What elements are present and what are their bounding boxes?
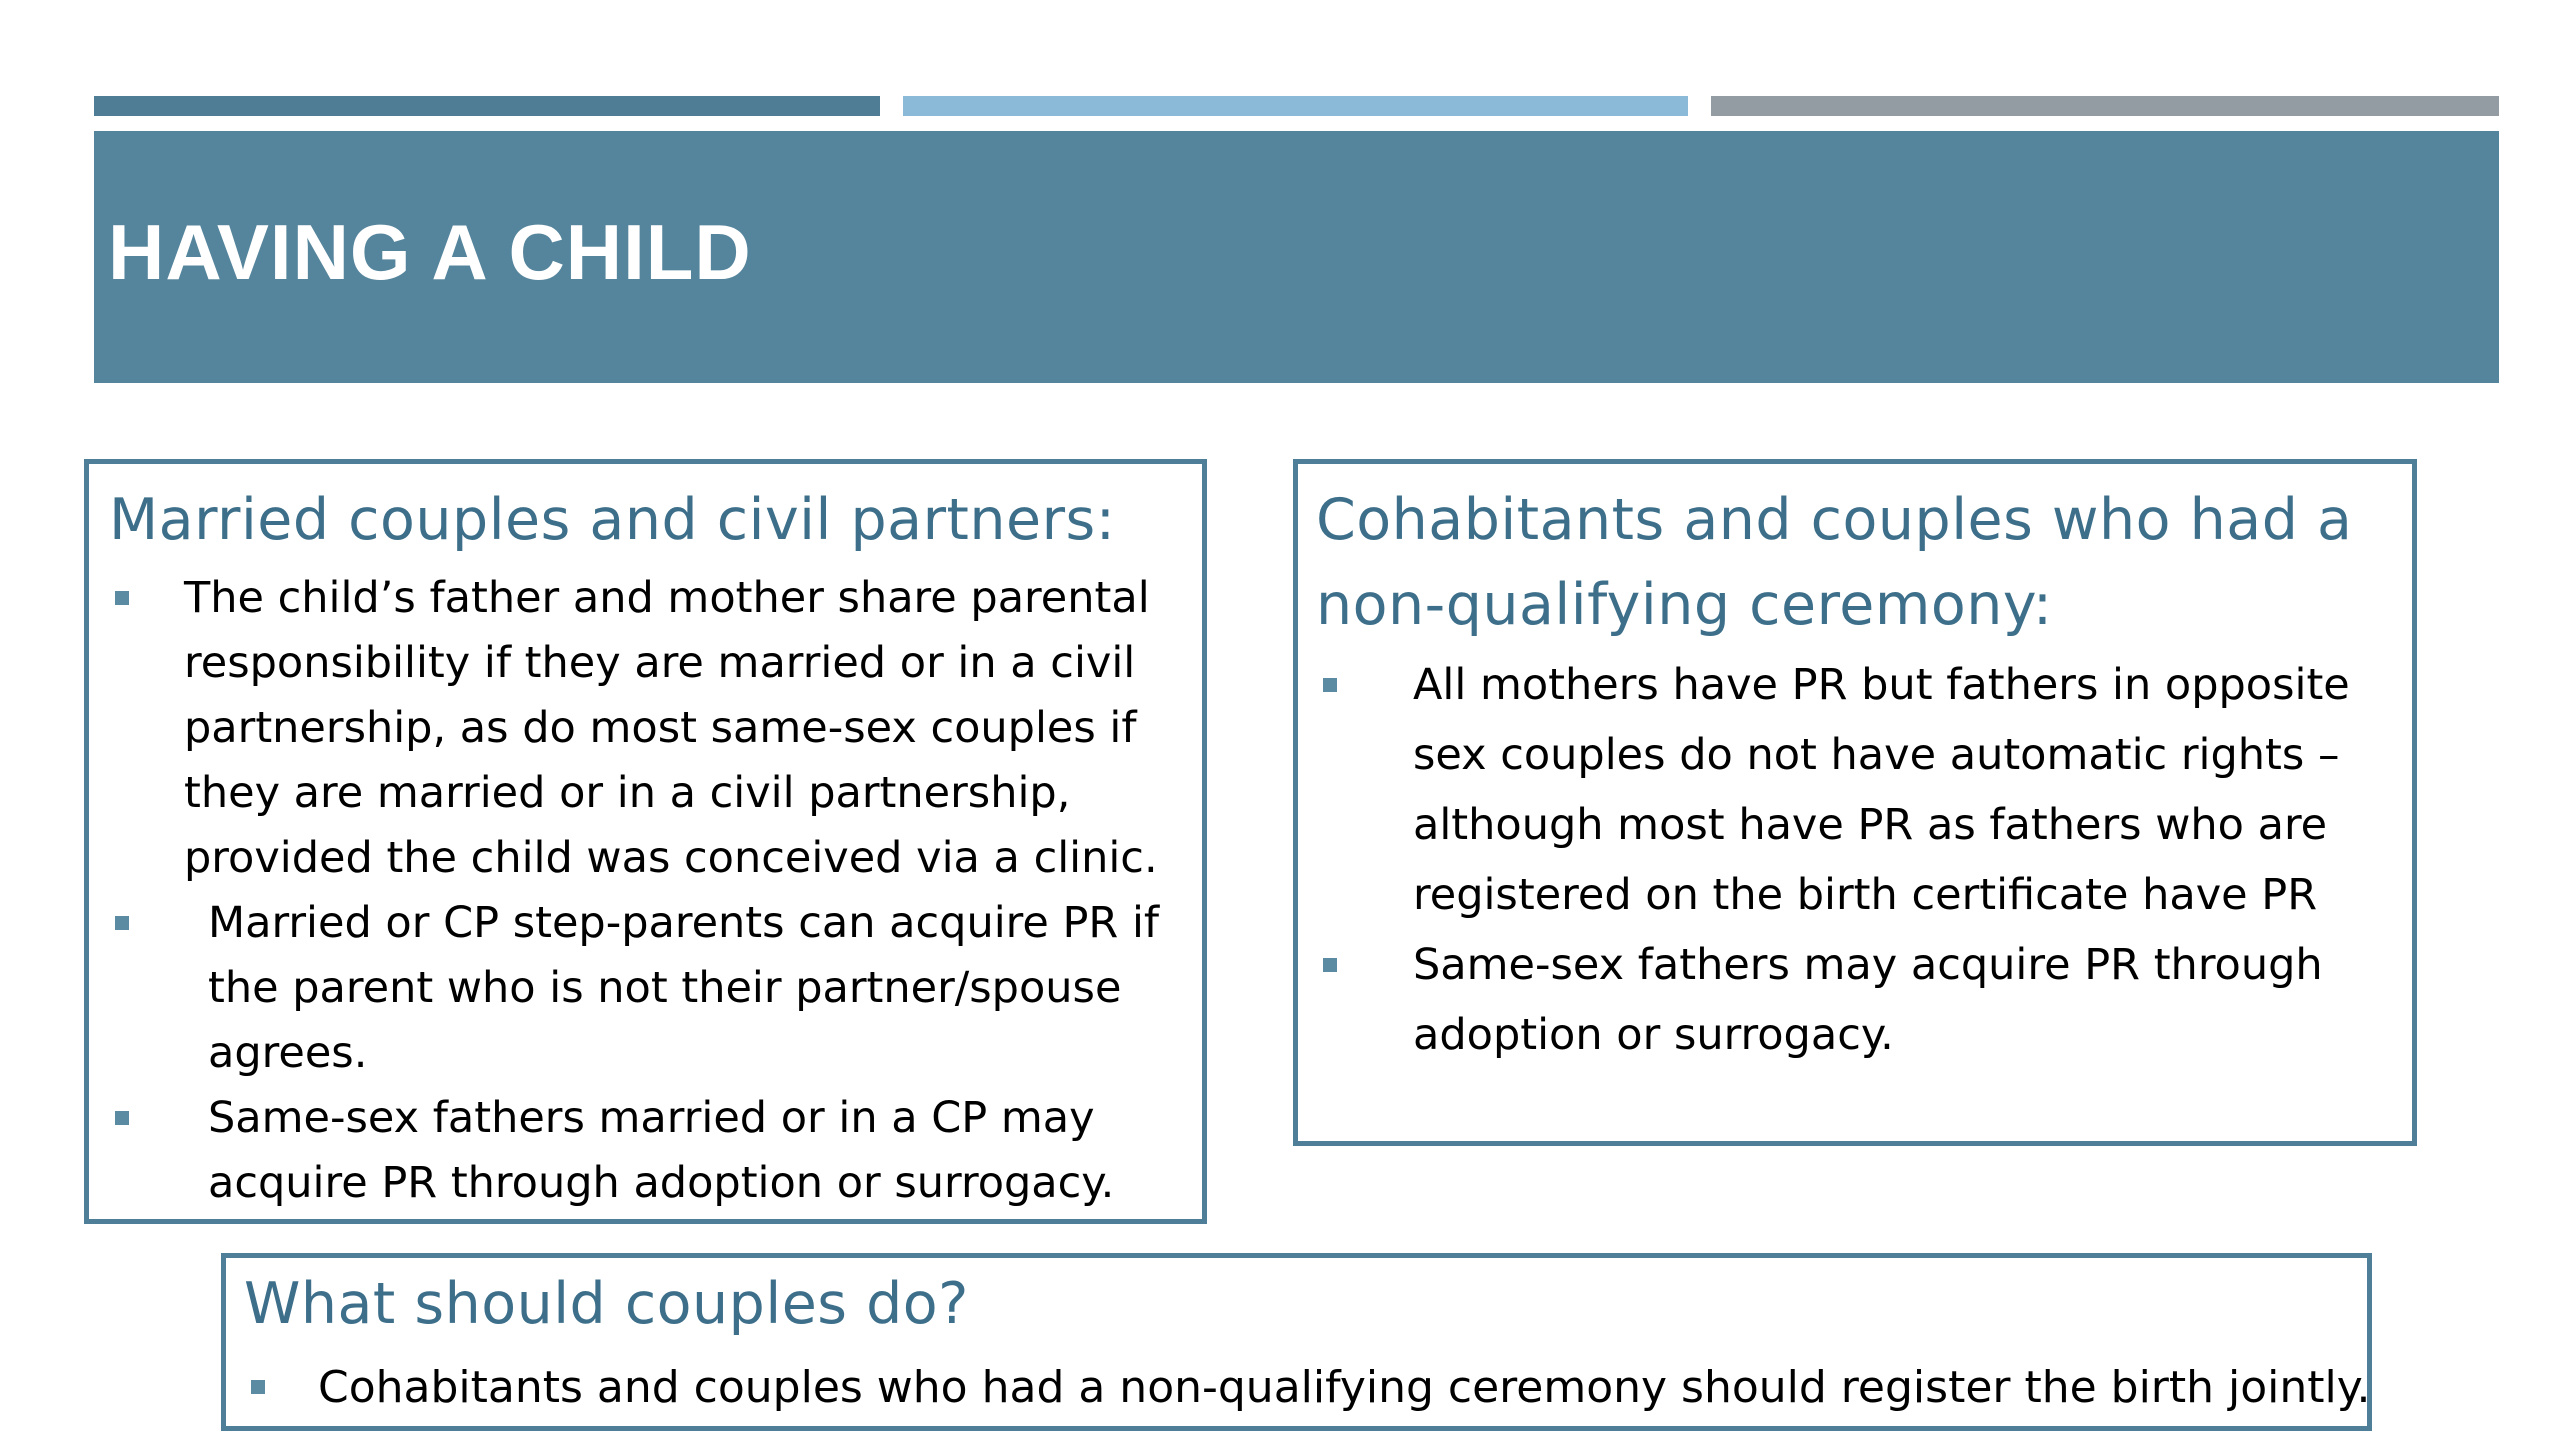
married-couples-box: [84, 459, 1207, 1224]
list-item: [89, 1086, 1199, 1216]
bullet-text: Cohabitants and couples who had a non-qualifying ceremony should register the birth jointly.: [318, 1362, 2371, 1413]
list-item: [89, 891, 1199, 1086]
square-bullet-icon: [1323, 958, 1337, 972]
square-bullet-icon: [1323, 678, 1337, 692]
bullet-text: Married or CP step-parents can acquire PR if the parent who is not their partner/spouse agrees.: [208, 898, 1160, 1078]
title-band: [94, 131, 2499, 383]
square-bullet-icon: [115, 1111, 129, 1125]
married-couples-heading: Married couples and civil partners:: [109, 487, 1116, 553]
what-should-couples-do-box: [221, 1253, 2372, 1431]
accent-bar-light-blue: [903, 96, 1688, 116]
bullet-text: The child’s father and mother share parental responsibility if they are married or in a civil partnership, as do most same-sex couples if they are married or in a civil partnership, provided the child was conceived via a clinic.: [184, 573, 1158, 883]
bullet-text: All mothers have PR but fathers in opposite sex couples do not have automatic rights – although most have PR as fathers who are registered on the birth certificate have PR: [1413, 660, 2350, 920]
list-item: [89, 566, 1199, 891]
accent-bar-dark-blue: [94, 96, 880, 116]
what-should-couples-do-heading: What should couples do?: [244, 1271, 969, 1337]
square-bullet-icon: [251, 1380, 265, 1394]
cohabitants-box: [1293, 459, 2417, 1146]
square-bullet-icon: [115, 591, 129, 605]
list-item: [1298, 930, 2408, 1070]
bullet-text: Same-sex fathers may acquire PR through adoption or surrogacy.: [1413, 940, 2323, 1060]
square-bullet-icon: [115, 916, 129, 930]
list-item: [1298, 650, 2408, 930]
bullet-text: Same-sex fathers married or in a CP may acquire PR through adoption or surrogacy.: [208, 1093, 1115, 1208]
what-should-couples-do-bullet-list: [226, 1356, 2371, 1420]
slide-title: HAVING A CHILD: [108, 208, 752, 296]
accent-bar-grey: [1711, 96, 2499, 116]
married-couples-bullet-list: [89, 566, 1199, 1216]
cohabitants-bullet-list: [1298, 650, 2408, 1070]
cohabitants-heading: Cohabitants and couples who had a non-qualifying ceremony:: [1316, 487, 2353, 638]
list-item: [226, 1356, 2371, 1420]
